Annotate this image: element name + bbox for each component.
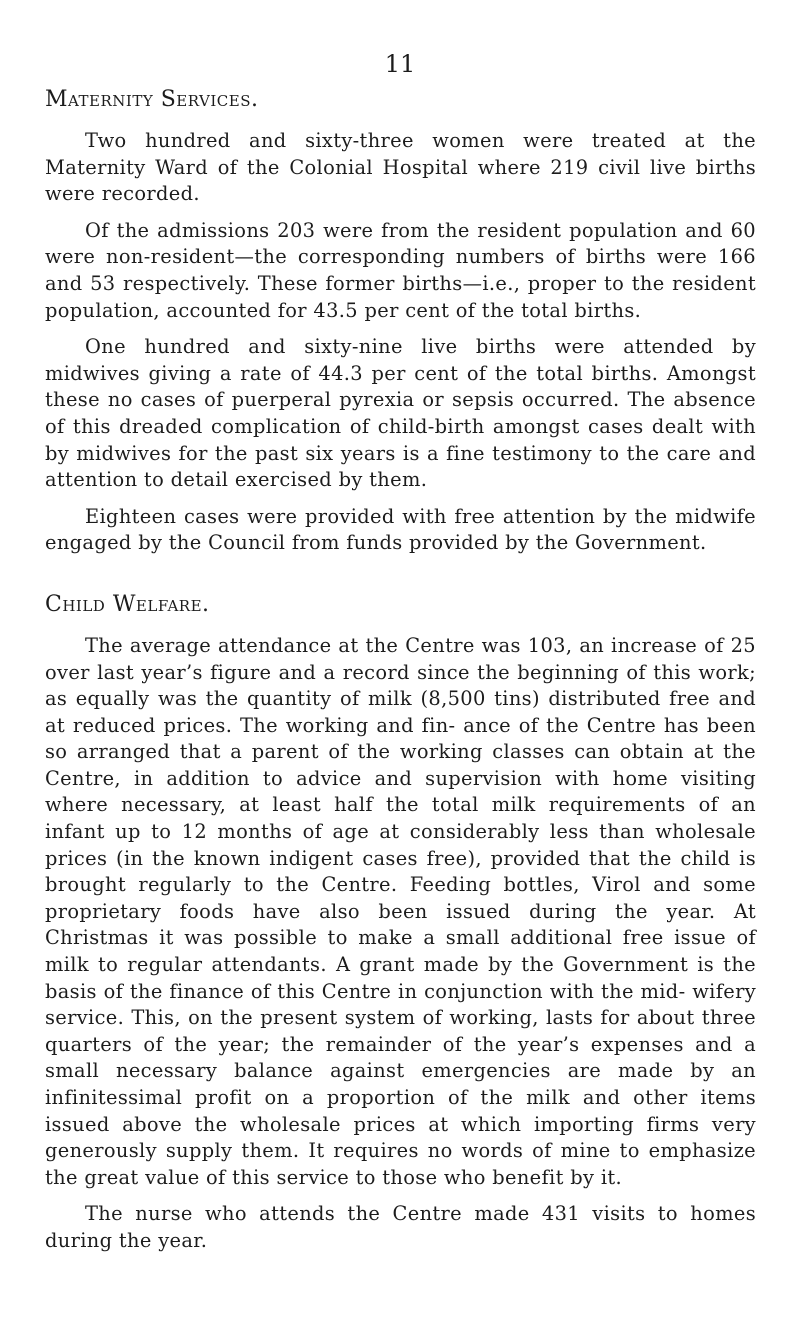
page-number: 11 <box>384 50 416 78</box>
paragraph: Two hundred and sixty-three women were treated at the Maternity Ward of the Colonial Hospital where 219 civil live births were recorded. <box>45 129 756 206</box>
paragraph: The average attendance at the Centre was 103, an increase of 25 over last year’s figure and a record since the beginning of this work; as equally was the quantity of milk (8,500 tins) distributed free and at reduced prices. The working and fin- ance of the Centre has been so arranged that a parent of the working classes can obtain at the Centre, in addition to advice and supervision with home visiting where necessary, at least half the total milk requirements of an infant up to 12 months of age at considerably less than wholesale prices (in the known indigent cases free), provided that the child is brought regularly to the Centre. Feeding bottles, Virol and some proprietary foods have also been issued during the year. At Christmas it was possible to make a small additional free issue of milk to regular attendants. A grant made by the Government is the basis of the finance of this Centre in conjunction with the mid- wifery service. This, on the present system of working, lasts for about three quarters of the year; the remainder of the year’s expenses and a small necessary balance against emergencies are made by an infinitessimal profit on a proportion of the milk and other items issued above the wholesale prices at which importing firms very generously supply them. It requires no words of mine to emphasize the great value of this service to those who benefit by it. <box>45 633 756 1189</box>
section-heading: Maternity Services. <box>45 87 259 112</box>
section-heading: Child Welfare. <box>45 591 210 617</box>
paragraph: One hundred and sixty-nine live births were attended by midwives giving a rate of 44.3 per cent of the total births. Amongst these no cases of puerperal pyrexia or sepsis occurred. The absence of this dreaded complication of child-birth amongst cases dealt with by midwives for the past six years is a fine testimony to the care and attention to detail exercised by them. <box>45 335 756 492</box>
paragraph: Of the admissions 203 were from the resident population and 60 were non-resident—the corresponding numbers of births were 166 and 53 respectively. These former births—i.e., proper to the resident population, accounted for 43.5 per cent of the total births. <box>45 218 756 322</box>
paragraph: The nurse who attends the Centre made 431 visits to homes during the year. <box>45 1202 756 1252</box>
page-content <box>45 86 756 1265</box>
paragraph: Eighteen cases were provided with free attention by the midwife engaged by the Council from funds provided by the Government. <box>45 504 756 555</box>
section-maternity-services <box>45 86 756 557</box>
section-child-welfare <box>45 591 756 1255</box>
